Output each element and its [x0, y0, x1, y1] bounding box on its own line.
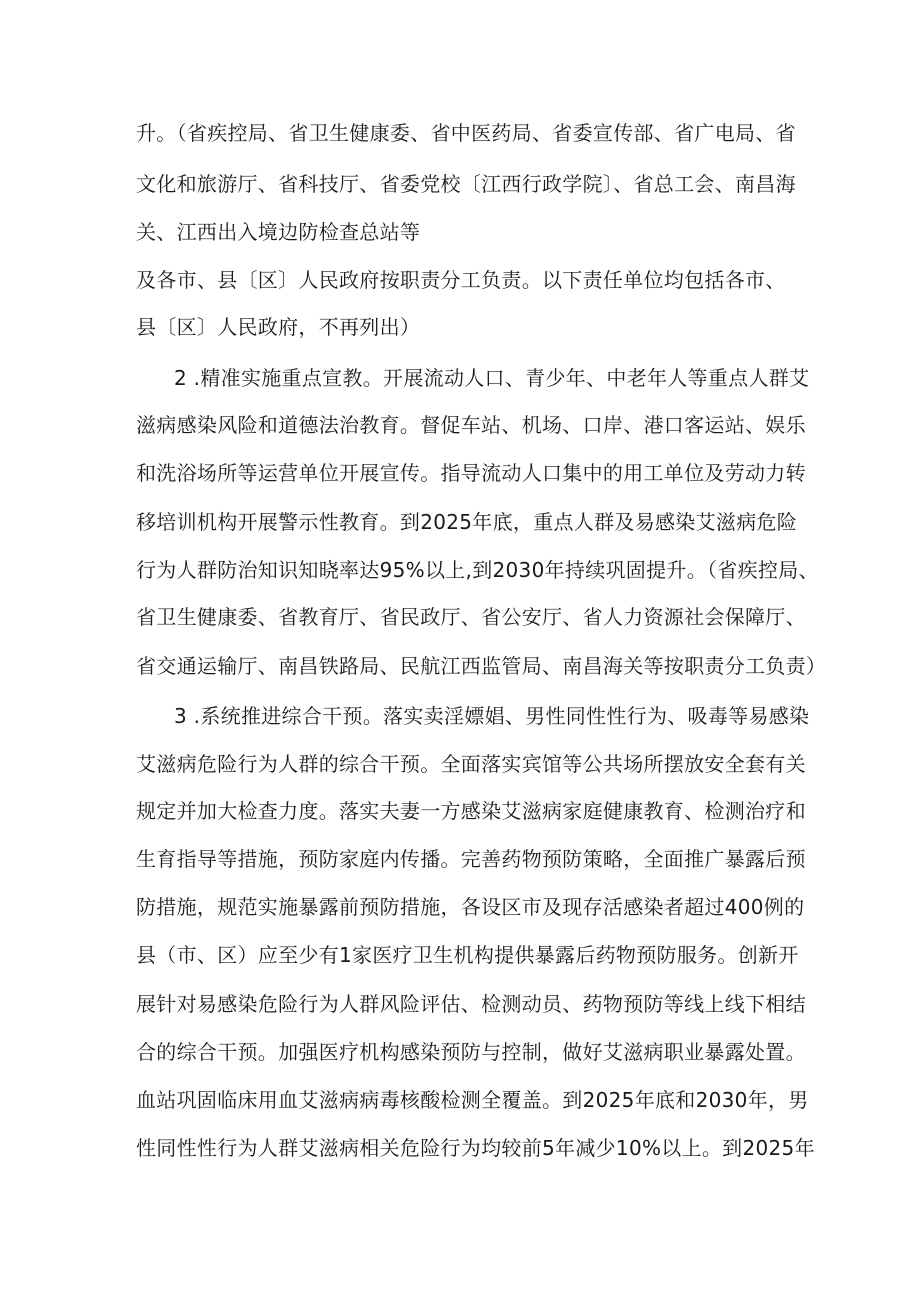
text-line: 移培训机构开展警示性教育。到2025年底，重点人群及易感染艾滋病危险: [136, 510, 798, 534]
text-line: 关、江西出入境边防检查总站等: [136, 220, 421, 244]
text-line: 行为人群防治知识知晓率达95%以上,到2030年持续巩固提升。（省疾控局、: [136, 558, 819, 582]
text-line: 生育指导等措施，预防家庭内传播。完善药物预防策略，全面推广暴露后预: [136, 847, 806, 871]
text-line: 和洗浴场所等运营单位开展宣传。指导流动人口集中的用工单位及劳动力转: [136, 461, 806, 485]
text-line: 滋病感染风险和道德法治教育。督促车站、机场、口岸、港口客运站、娱乐: [136, 413, 806, 437]
text-line: 2 .精准实施重点宣教。开展流动人口、青少年、中老年人等重点人群艾: [174, 366, 810, 390]
text-line: 防措施，规范实施暴露前预防措施，各设区市及现存活感染者超过400例的: [136, 895, 805, 919]
text-line: 省交通运输厅、南昌铁路局、民航江西监管局、南昌海关等按职责分工负责）: [136, 654, 827, 678]
text-line: 3 .系统推进综合干预。落实卖淫嫖娼、男性同性性行为、吸毒等易感染: [174, 704, 810, 728]
text-line: 艾滋病危险行为人群的综合干预。全面落实宾馆等公共场所摆放安全套有关: [136, 752, 806, 776]
text-line: 血站巩固临床用血艾滋病病毒核酸检测全覆盖。到2025年底和2030年，男: [136, 1088, 809, 1112]
text-line: 合的综合干预。加强医疗机构感染预防与控制，做好艾滋病职业暴露处置。: [136, 1040, 806, 1064]
text-line: 县（市、区）应至少有1家医疗卫生机构提供暴露后药物预防服务。创新开: [136, 943, 799, 967]
text-line: 县〔区〕人民政府，不再列出）: [136, 315, 421, 339]
text-line: 及各市、县〔区〕人民政府按职责分工负责。以下责任单位均包括各市、: [136, 268, 786, 292]
text-line: 规定并加大检查力度。落实夫妻一方感染艾滋病家庭健康教育、检测治疗和: [136, 799, 806, 823]
text-line: 升。（省疾控局、省卫生健康委、省中医药局、省委宣传部、省广电局、省: [136, 121, 796, 145]
text-line: 展针对易感染危险行为人群风险评估、检测动员、药物预防等线上线下相结: [136, 992, 806, 1016]
text-line: 性同性性行为人群艾滋病相关危险行为均较前5年减少10%以上。到2025年: [136, 1136, 815, 1160]
text-line: 文化和旅游厅、省科技厅、省委党校〔江西行政学院〕、省总工会、南昌海: [136, 172, 796, 196]
text-line: 省卫生健康委、省教育厅、省民政厅、省公安厅、省人力资源社会保障厅、: [136, 605, 806, 629]
